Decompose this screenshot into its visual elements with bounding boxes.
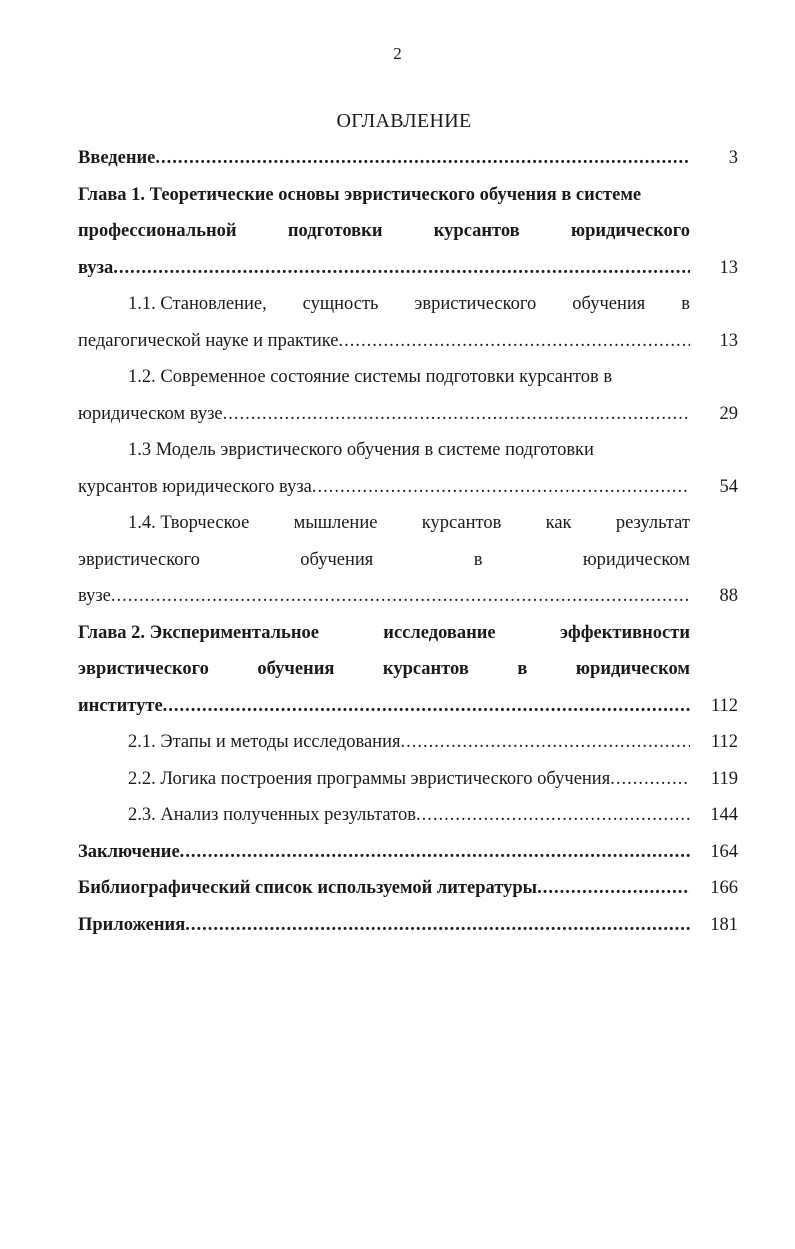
toc-word: курсантов <box>433 221 520 241</box>
toc-entry-text: юридическом вузе <box>78 403 223 424</box>
toc-page-number: 13 <box>719 330 738 351</box>
toc-entry-section-2-3[interactable] <box>78 797 738 834</box>
toc-entry-text: 2.1. Этапы и методы исследования <box>128 732 401 752</box>
toc-entry-section-1-4-line-1[interactable] <box>78 505 738 542</box>
toc-entry-text: Глава 1. Теоретические основы эвристического обучения в системе <box>78 184 642 205</box>
toc-entry-text: Введение <box>78 148 156 168</box>
dot-leader <box>339 323 690 360</box>
toc-word: исследование <box>383 622 496 643</box>
toc-entry-bibliography[interactable] <box>78 870 738 907</box>
toc-word: юридического <box>570 221 690 241</box>
dot-leader <box>401 724 691 761</box>
dot-leader <box>416 797 690 834</box>
toc-page-number: 29 <box>719 403 738 424</box>
toc-entry-text: педагогической науке и практике <box>78 330 339 351</box>
toc-entry-section-2-1[interactable] <box>78 724 738 761</box>
toc-entry-section-1-4-line-2[interactable] <box>78 542 738 579</box>
toc-entry-section-1-4-line-3[interactable] <box>78 578 738 615</box>
toc-word: юридическом <box>582 549 690 570</box>
toc-entry-chapter-2-line-2[interactable] <box>78 651 738 688</box>
toc-page-number: 181 <box>710 914 738 935</box>
toc-word: Глава 2. Экспериментальное <box>78 622 319 643</box>
toc-page-number: 166 <box>710 878 738 898</box>
toc-entry-section-1-3-line-1[interactable] <box>78 432 738 469</box>
dot-leader <box>312 469 690 506</box>
toc-entry-section-1-1-line-2[interactable] <box>78 323 738 360</box>
dot-leader <box>155 140 690 177</box>
toc-entry-section-1-2-line-2[interactable] <box>78 396 738 433</box>
toc-entry-text: Приложения <box>78 914 186 935</box>
dot-leader <box>113 250 690 287</box>
toc-entry-text: Библиографический список используемой литературы <box>78 878 538 898</box>
toc-word: как <box>545 513 572 533</box>
toc-page-number: 3 <box>728 148 738 168</box>
toc-word: 1.4. Творческое <box>128 513 250 533</box>
toc-entry-text: институте <box>78 695 163 716</box>
toc-entry-text: вузе <box>78 586 111 606</box>
toc-entry-text: 2.3. Анализ полученных результатов <box>128 805 416 825</box>
toc-page-number: 54 <box>719 476 738 497</box>
toc-entry-text: 1.2. Современное состояние системы подготовки курсантов в <box>128 367 613 387</box>
toc-entry-text: 2.2. Логика построения программы эвристического обучения <box>128 768 611 789</box>
toc-word: эффективности <box>560 622 690 643</box>
toc-word: обучения <box>572 294 646 314</box>
toc-word: курсантов <box>382 659 469 679</box>
toc-word: подготовки <box>287 221 383 241</box>
toc-entry-chapter-1-line-3[interactable] <box>78 250 738 287</box>
table-of-contents <box>78 140 738 943</box>
dot-leader <box>111 578 690 615</box>
dot-leader <box>180 834 690 871</box>
toc-entry-appendix[interactable] <box>78 907 738 944</box>
toc-entry-section-1-1-line-1[interactable] <box>78 286 738 323</box>
toc-word: мышление <box>293 513 378 533</box>
toc-page-number: 112 <box>710 732 738 752</box>
toc-page-number: 164 <box>710 841 738 862</box>
dot-leader <box>537 870 690 907</box>
toc-entry-chapter-2-line-1[interactable] <box>78 615 738 652</box>
toc-entry-chapter-1-line-1[interactable] <box>78 177 738 214</box>
toc-page-number: 119 <box>710 768 738 789</box>
toc-word: эвристического <box>78 659 209 679</box>
toc-entry-chapter-2-line-3[interactable] <box>78 688 738 725</box>
toc-entry-introduction[interactable] <box>78 140 738 177</box>
toc-word: сущность <box>302 294 379 314</box>
toc-entry-chapter-1-line-2[interactable] <box>78 213 738 250</box>
toc-word: 1.1. Становление, <box>128 294 267 314</box>
toc-word: результат <box>615 513 690 533</box>
toc-word: юридическом <box>575 659 690 679</box>
dot-leader <box>223 396 690 433</box>
toc-entry-text: курсантов юридического вуза <box>78 476 312 497</box>
toc-title: ОГЛАВЛЕНИЕ <box>336 110 472 132</box>
toc-word: в <box>517 659 528 679</box>
toc-word: эвристического <box>414 294 537 314</box>
toc-page-number: 112 <box>710 695 738 716</box>
toc-entry-section-2-2[interactable] <box>78 761 738 798</box>
page-number: 2 <box>393 44 402 63</box>
toc-page-number: 13 <box>719 257 738 278</box>
toc-entry-conclusion[interactable] <box>78 834 738 871</box>
toc-entry-text: Заключение <box>78 841 180 862</box>
toc-word: в <box>681 294 690 314</box>
toc-entry-text: вуза <box>78 257 114 278</box>
dot-leader <box>163 688 690 725</box>
toc-word: обучения <box>300 549 374 570</box>
toc-word: обучения <box>257 659 335 679</box>
toc-entry-text: 1.3 Модель эвристического обучения в системе подготовки <box>128 440 594 460</box>
toc-entry-section-1-3-line-2[interactable] <box>78 469 738 506</box>
dot-leader <box>185 907 690 944</box>
toc-page-number: 144 <box>710 805 738 825</box>
toc-word: эвристического <box>78 549 200 570</box>
toc-page-number: 88 <box>719 586 738 606</box>
toc-word: в <box>473 549 483 570</box>
toc-word: профессиональной <box>78 221 237 241</box>
toc-entry-section-1-2-line-1[interactable] <box>78 359 738 396</box>
toc-word: курсантов <box>421 513 502 533</box>
